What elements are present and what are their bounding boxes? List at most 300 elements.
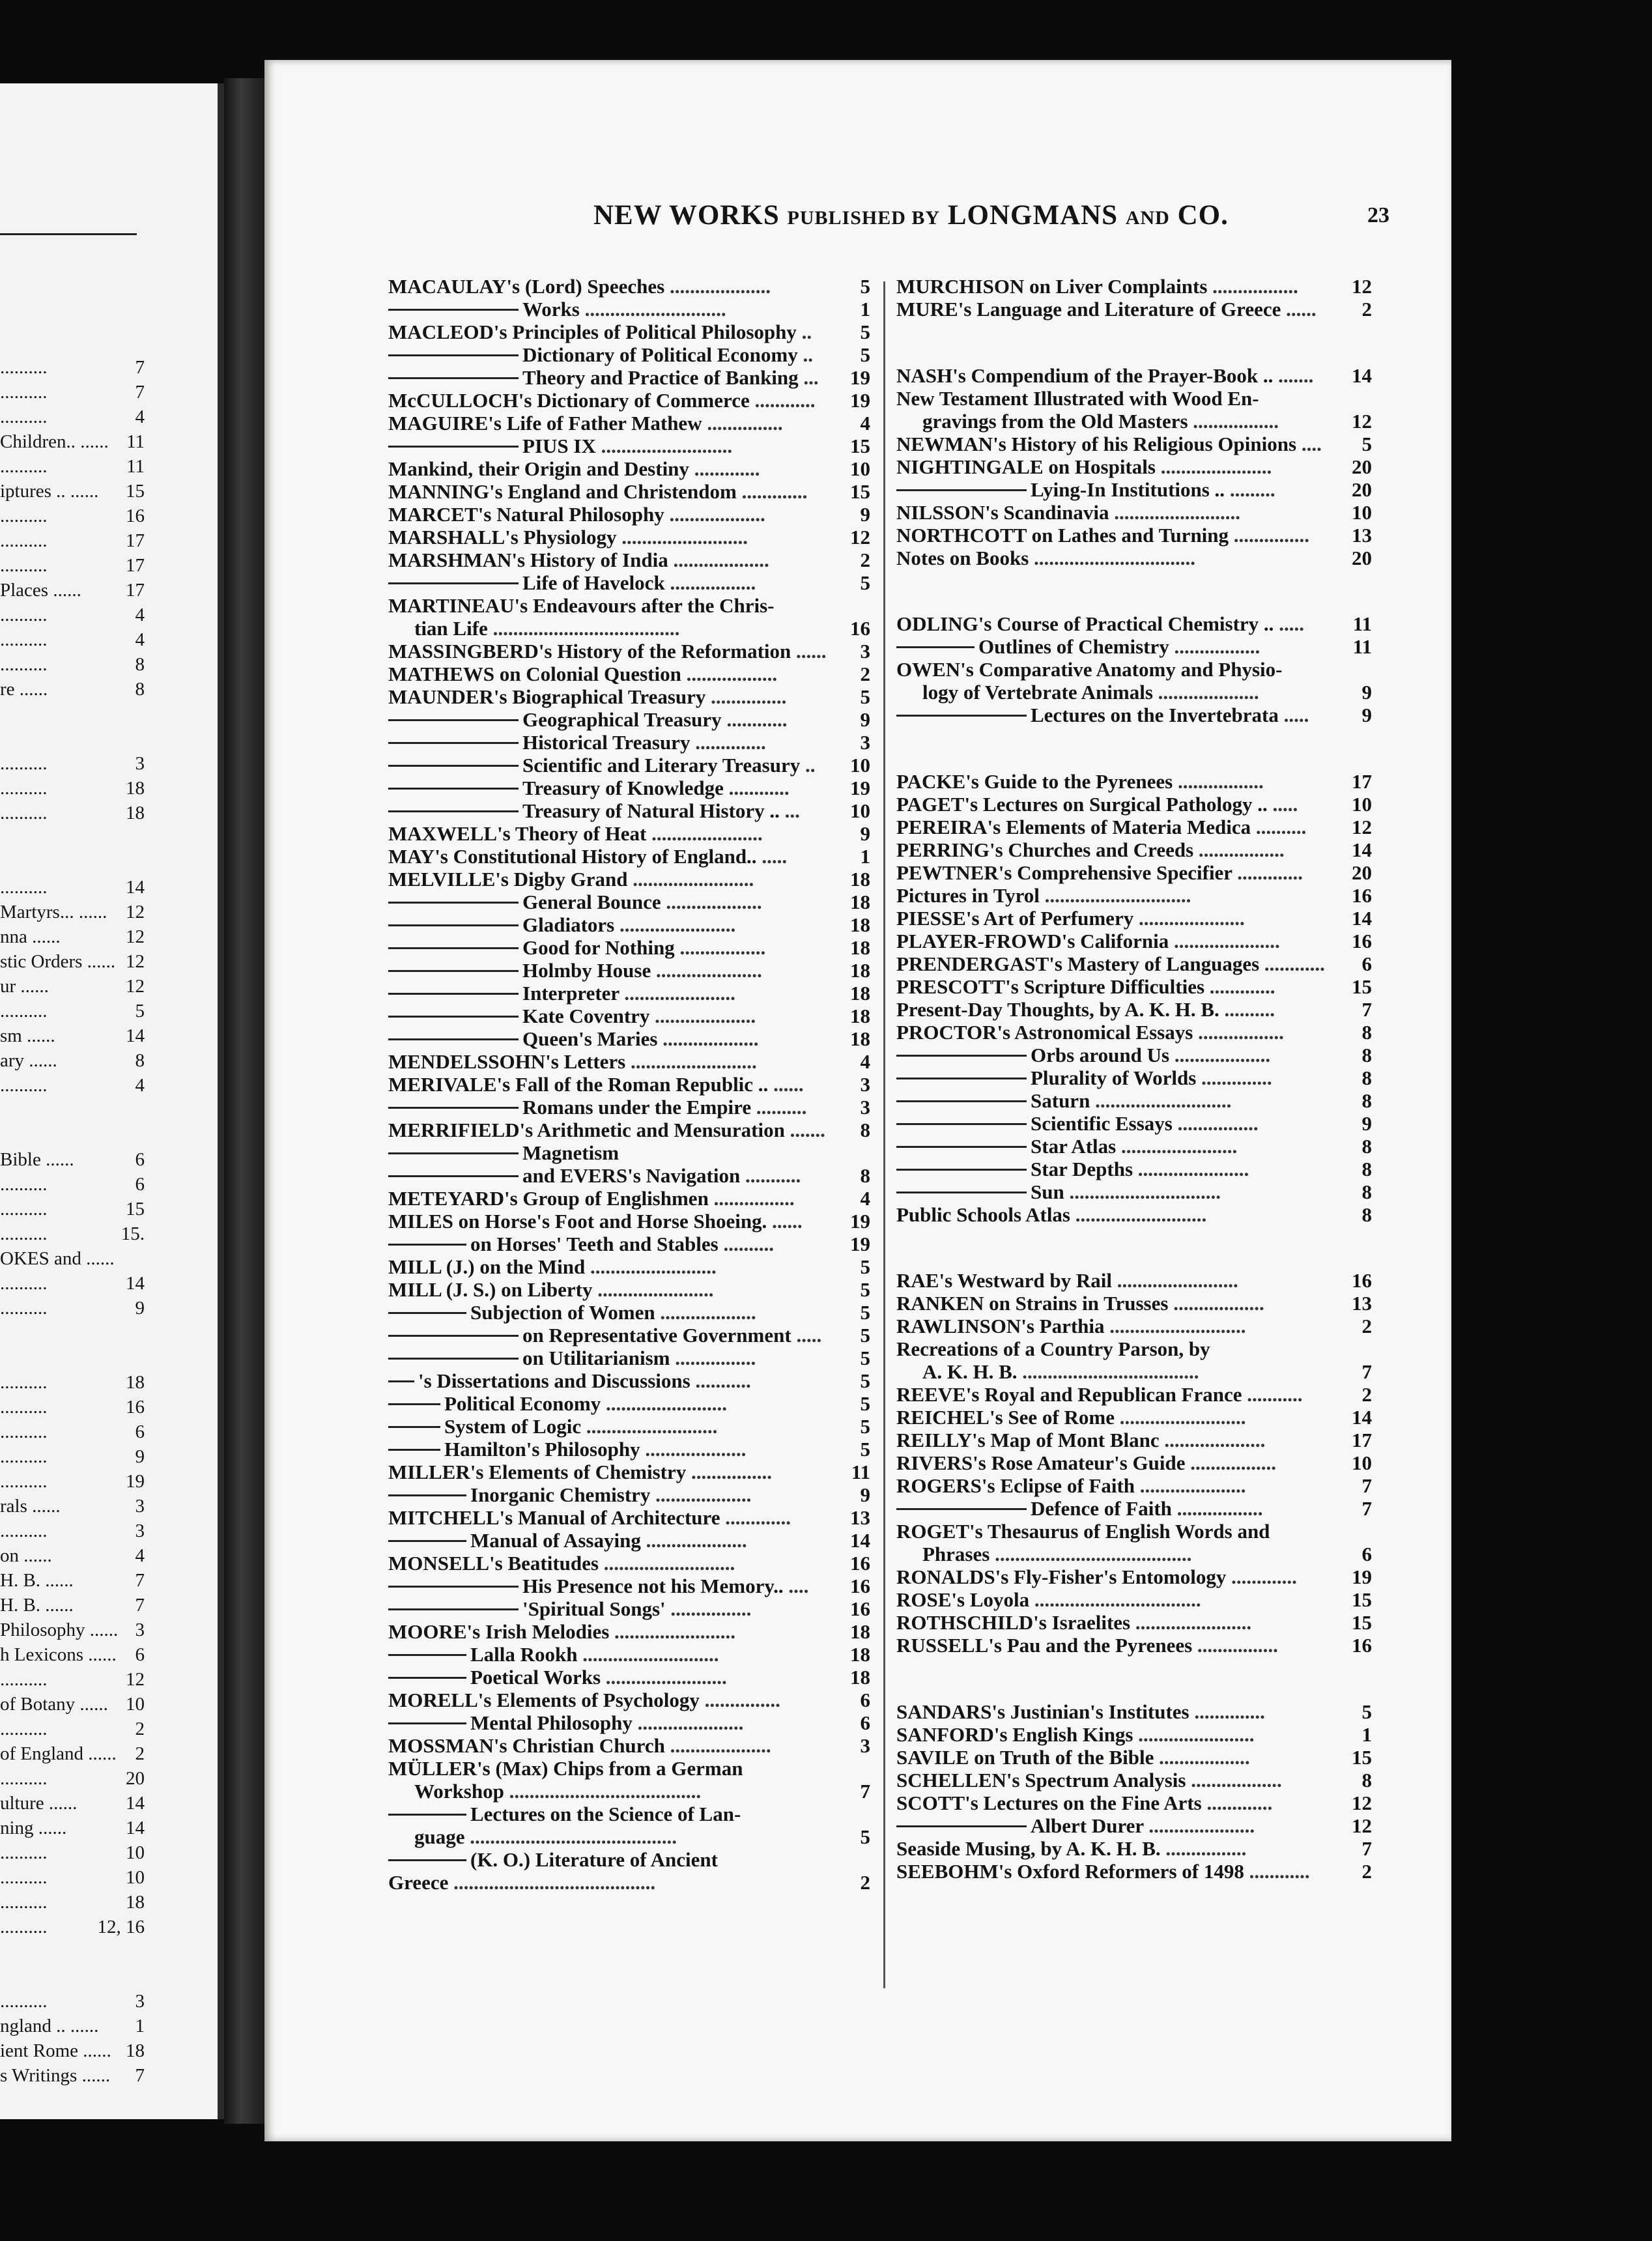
leader-dots: .......... bbox=[1251, 815, 1307, 838]
left_column-entry-title bbox=[388, 366, 818, 389]
left-page-row-number: 7 bbox=[135, 1570, 145, 1591]
ditto-rule bbox=[388, 742, 519, 744]
left_column-entry-text: MAXWELL's Theory of Heat bbox=[388, 822, 647, 845]
leader-dots: ......................... bbox=[625, 1050, 757, 1073]
ditto-rule bbox=[388, 902, 519, 904]
left_column-entry-page: 18 bbox=[850, 1620, 870, 1643]
ditto-rule bbox=[388, 1335, 519, 1337]
right_column-entry-page: 12 bbox=[1352, 1814, 1372, 1837]
left_column-entry-title bbox=[388, 685, 786, 708]
right_column-entry-text: Public Schools Atlas bbox=[896, 1203, 1070, 1226]
left_column-entry-title bbox=[388, 457, 760, 480]
right_column-entry-page: 8 bbox=[1361, 1134, 1372, 1158]
right_column-entry-page: 11 bbox=[1352, 612, 1372, 635]
left_column-entry-page: 18 bbox=[850, 959, 870, 982]
left_column-entry-text: Mankind, their Origin and Destiny bbox=[388, 457, 689, 480]
left_column-entry-page: 1 bbox=[860, 298, 870, 321]
right_column-entry-page: 15 bbox=[1352, 1588, 1372, 1611]
left_column-entry-title bbox=[388, 845, 787, 868]
left-page-row bbox=[0, 578, 145, 602]
left-page-row bbox=[0, 405, 145, 429]
right_column-entry-title bbox=[896, 433, 1320, 455]
ditto-rule bbox=[896, 1078, 1027, 1079]
left-page-row-number: 6 bbox=[135, 1149, 145, 1170]
leader-dots: ...... bbox=[767, 1210, 803, 1233]
left_column-entry-text: PIUS IX bbox=[522, 435, 596, 457]
main-page bbox=[264, 60, 1451, 2141]
left_column-entry-title bbox=[388, 936, 765, 959]
left-page-row bbox=[0, 1296, 145, 1320]
right_column-entry-title bbox=[896, 1089, 1231, 1112]
left-page-row-text: .......... bbox=[0, 506, 48, 526]
right_column-entry-page: 7 bbox=[1361, 1836, 1372, 1860]
leader-dots: ..... bbox=[1267, 792, 1298, 816]
left_column-entry-text: Romans under the Empire bbox=[522, 1096, 752, 1119]
left_column-entry-page: 5 bbox=[860, 343, 870, 366]
right_column-entry-title bbox=[896, 704, 1309, 726]
leader-dots: .............. bbox=[1189, 1700, 1265, 1723]
left-page-row bbox=[0, 603, 145, 627]
leader-dots: ........................ bbox=[609, 1620, 736, 1643]
leader-dots: ............ bbox=[1244, 1859, 1310, 1883]
right_column-entry-text: PAGET's Lectures on Surgical Pathology .. bbox=[896, 792, 1268, 816]
left-page-row-text: s Writings ...... bbox=[0, 2065, 111, 2086]
leader-dots: ........................ bbox=[1112, 1269, 1238, 1292]
left_column-entry-text: Works bbox=[522, 298, 580, 321]
right_column-entry-text: PACKE's Guide to the Pyrenees bbox=[896, 769, 1173, 793]
left_column-entry-page: 19 bbox=[850, 777, 870, 799]
left_column-entry-title bbox=[388, 435, 732, 457]
left_column-entry-text: and EVERS's Navigation bbox=[522, 1164, 741, 1187]
left-page-row bbox=[0, 1717, 145, 1741]
left_column-entry-text: Treasury of Natural History .. bbox=[522, 799, 780, 822]
left-page-row bbox=[0, 950, 145, 973]
leader-dots: ..................... bbox=[1133, 906, 1245, 930]
right_column-entry-text: SCOTT's Lectures on the Fine Arts bbox=[896, 1791, 1202, 1814]
left_column-entry-title bbox=[388, 1529, 747, 1552]
left_column-entry-title bbox=[388, 913, 735, 936]
right_column-entry-text: gravings from the Old Masters bbox=[922, 409, 1188, 433]
left_column-entry-text: Geographical Treasury bbox=[522, 708, 722, 731]
left-page-row-text: Philosophy ...... bbox=[0, 1620, 119, 1640]
left-page-row-text: H. B. ...... bbox=[0, 1570, 74, 1591]
right_column-entry-page: 14 bbox=[1352, 1406, 1372, 1429]
left_column-entry-title bbox=[388, 1324, 822, 1347]
right_column-entry-title bbox=[896, 838, 1285, 861]
right_column-entry-title bbox=[896, 364, 1313, 387]
title-and: AND bbox=[1125, 207, 1170, 229]
left_column-entry-page: 1 bbox=[860, 845, 870, 868]
leader-dots: ................... bbox=[1169, 1043, 1271, 1066]
leader-dots: .... bbox=[783, 1575, 809, 1597]
leader-dots: .................... bbox=[649, 1005, 756, 1027]
right_column-entry-text: Lectures on the Invertebrata bbox=[1031, 704, 1279, 726]
left_column-entry-page: 2 bbox=[860, 663, 870, 685]
left-page-row-number: 14 bbox=[126, 1818, 145, 1838]
left_column-entry-text: Poetical Works bbox=[470, 1666, 601, 1689]
right_column-entry-text: PERRING's Churches and Creeds bbox=[896, 838, 1194, 861]
ditto-rule bbox=[388, 719, 519, 721]
left_column-entry-text: MARSHALL's Physiology bbox=[388, 526, 617, 549]
left-page-row-number: 19 bbox=[126, 1471, 145, 1492]
left_column-entry-text: Gladiators bbox=[522, 913, 615, 936]
left_column-entry-page: 13 bbox=[850, 1506, 870, 1529]
right_column-entry-text: MURCHISON on Liver Complaints bbox=[896, 275, 1208, 298]
leader-dots: ................... bbox=[657, 1027, 759, 1050]
ditto-rule bbox=[388, 1358, 519, 1360]
leader-dots: .............................. bbox=[1064, 1180, 1221, 1203]
right_column-entry-title bbox=[896, 635, 1260, 658]
left-page-row-number: 12 bbox=[126, 976, 145, 997]
left_column-entry-title bbox=[388, 1278, 713, 1301]
ditto-rule bbox=[388, 947, 519, 949]
leader-dots: .......... bbox=[1219, 997, 1275, 1021]
right_column-entry-text: RANKEN on Strains in Trusses bbox=[896, 1292, 1169, 1315]
left_column-entry-title bbox=[388, 1369, 751, 1392]
leader-dots: .................. bbox=[681, 663, 778, 685]
left_column-entry-page: 18 bbox=[850, 1027, 870, 1050]
left-page-row-text: stic Orders ...... bbox=[0, 951, 116, 972]
left-page-row bbox=[0, 1049, 145, 1072]
left-page-row bbox=[0, 1593, 145, 1617]
ditto-rule bbox=[388, 993, 519, 995]
right_column-entry-title bbox=[896, 524, 1309, 547]
left-page-row-number: 10 bbox=[126, 1867, 145, 1888]
left-page-row-number: 3 bbox=[135, 1496, 145, 1517]
left_column-entry-page: 3 bbox=[860, 1073, 870, 1096]
left-page-row bbox=[0, 1767, 145, 1790]
ditto-rule bbox=[388, 810, 519, 812]
left_column-entry-title bbox=[388, 1597, 751, 1620]
right_column-entry-page: 16 bbox=[1352, 929, 1372, 952]
ditto-rule bbox=[388, 1540, 466, 1542]
left_column-entry-title bbox=[388, 343, 813, 366]
leader-dots: .......................... bbox=[1070, 1203, 1207, 1226]
left_column-entry-page: 5 bbox=[860, 275, 870, 298]
left_column-entry-text: on Representative Government bbox=[522, 1324, 791, 1347]
right_column-entry-title bbox=[896, 1520, 1270, 1543]
left_column-entry-title bbox=[388, 275, 771, 298]
left_column-entry-page: 5 bbox=[860, 1369, 870, 1392]
right_column-entry-page: 20 bbox=[1352, 546, 1372, 569]
left-page-row-text: Children.. ...... bbox=[0, 431, 109, 452]
left-page-row-number: 3 bbox=[135, 753, 145, 774]
right_column-entry-title bbox=[896, 298, 1317, 321]
left_column-entry-text: Queen's Maries bbox=[522, 1027, 658, 1050]
leader-dots: ............. bbox=[1204, 975, 1275, 998]
left-page-row-text: ning ...... bbox=[0, 1818, 67, 1838]
left-page-row-text: .......... bbox=[0, 1075, 48, 1096]
right_column-entry-title bbox=[922, 1543, 1191, 1565]
left-page-row bbox=[0, 1915, 145, 1939]
left-page-row-text: .......... bbox=[0, 1446, 48, 1467]
leader-dots: .................. bbox=[1154, 1745, 1250, 1769]
left-page-row-text: .......... bbox=[0, 382, 48, 403]
right_column-entry-text: Orbs around Us bbox=[1031, 1043, 1170, 1066]
right_column-entry-page: 7 bbox=[1361, 1474, 1372, 1497]
left-page-row-text: .......... bbox=[0, 1719, 48, 1739]
left-page-row-number: 14 bbox=[126, 1793, 145, 1814]
left-page-row-text: .......... bbox=[0, 1991, 48, 2012]
left_column-entry-page: 5 bbox=[860, 1255, 870, 1278]
left_column-entry-title bbox=[388, 1119, 825, 1141]
left_column-entry-title bbox=[388, 1164, 801, 1187]
right_column-entry-title bbox=[896, 455, 1272, 478]
right_column-entry-title bbox=[896, 1383, 1303, 1406]
left_column-entry-text: MORELL's Elements of Psychology bbox=[388, 1689, 700, 1711]
left-page-row bbox=[0, 1544, 145, 1567]
left_column-entry-text: Kate Coventry bbox=[522, 1005, 650, 1027]
right_column-entry-page: 10 bbox=[1352, 500, 1372, 524]
left-page-row-number: 7 bbox=[135, 357, 145, 378]
left-page-row-text: .......... bbox=[0, 1892, 48, 1913]
left_column-entry-page: 16 bbox=[850, 1575, 870, 1597]
left-page-row-number: 16 bbox=[126, 1397, 145, 1418]
leader-dots: .......................... bbox=[598, 1552, 735, 1575]
left_column-entry-title bbox=[388, 1689, 780, 1711]
right_column-entry-page: 6 bbox=[1361, 952, 1372, 975]
left_column-entry-title bbox=[388, 1187, 795, 1210]
left-page-row-number: 12 bbox=[126, 926, 145, 947]
left-page-row bbox=[0, 1569, 145, 1592]
left_column-entry-text: MILLER's Elements of Chemistry bbox=[388, 1461, 687, 1483]
left_column-entry-page: 9 bbox=[860, 1483, 870, 1506]
leader-dots: ...................... bbox=[646, 822, 763, 845]
right_column-entry-title bbox=[896, 387, 1259, 410]
left-page-row-text: .......... bbox=[0, 1421, 48, 1442]
right_column-entry-text: NEWMAN's History of his Religious Opinions bbox=[896, 432, 1297, 455]
left_column-entry-page: 5 bbox=[860, 1438, 870, 1461]
right_column-entry-page: 12 bbox=[1352, 275, 1372, 298]
left_column-entry-text: MÜLLER's (Max) Chips from a German bbox=[388, 1757, 743, 1780]
left-page-row-number: 4 bbox=[135, 1545, 145, 1566]
left-page-row-text: .......... bbox=[0, 605, 48, 625]
page-title bbox=[593, 199, 1229, 231]
left-page-row-text: iptures .. ...... bbox=[0, 481, 99, 502]
right_column-entry-title bbox=[896, 1112, 1259, 1135]
leader-dots: ................... bbox=[661, 891, 762, 913]
left-page-row-number: 14 bbox=[126, 1273, 145, 1294]
left-page-row-text: .......... bbox=[0, 1298, 48, 1319]
right_column-entry-page: 14 bbox=[1352, 364, 1372, 387]
left_column-entry-title bbox=[388, 298, 726, 321]
ditto-rule bbox=[388, 1654, 466, 1656]
left-page-row-text: .......... bbox=[0, 877, 48, 898]
right_column-entry-title bbox=[896, 478, 1275, 501]
left_column-entry-title bbox=[388, 1666, 727, 1689]
left_column-entry-page: 6 bbox=[860, 1689, 870, 1711]
left_column-entry-page: 10 bbox=[850, 457, 870, 480]
left-page-row-text: ient Rome ...... bbox=[0, 2040, 111, 2061]
left_column-entry-text: MACLEOD's Principles of Political Philosophy bbox=[388, 321, 797, 343]
leader-dots: ................. bbox=[1173, 769, 1264, 793]
left_column-entry-title bbox=[388, 1620, 735, 1643]
left_column-entry-page: 18 bbox=[850, 868, 870, 891]
leader-dots: ................. bbox=[1185, 1451, 1277, 1474]
right_column-entry-page: 19 bbox=[1352, 1565, 1372, 1588]
ditto-rule bbox=[388, 788, 519, 790]
right_column-entry-title bbox=[896, 1135, 1237, 1158]
left_column-entry-text: MASSINGBERD's History of the Reformation bbox=[388, 640, 791, 663]
ditto-rule bbox=[388, 1722, 466, 1724]
left-page-row bbox=[0, 529, 145, 552]
left-page-row bbox=[0, 1272, 145, 1295]
right_column-entry-title bbox=[896, 1814, 1255, 1837]
leader-dots: ........................ bbox=[627, 868, 754, 891]
leader-dots: .. bbox=[797, 343, 813, 366]
ditto-rule bbox=[896, 1055, 1027, 1057]
left-page-row-text: on ...... bbox=[0, 1545, 52, 1566]
leader-dots: ....... bbox=[784, 1119, 825, 1141]
right_column-entry-text: RAWLINSON's Parthia bbox=[896, 1315, 1105, 1337]
left_column-entry-text: Inorganic Chemistry bbox=[470, 1483, 651, 1506]
left-page-row-number: 17 bbox=[126, 555, 145, 576]
right_column-entry-page: 9 bbox=[1361, 1111, 1372, 1135]
left_column-entry-title bbox=[388, 1141, 619, 1164]
right_column-entry-title bbox=[896, 1429, 1265, 1451]
right_column-entry-page: 14 bbox=[1352, 838, 1372, 861]
left_column-entry-page: 9 bbox=[860, 822, 870, 845]
left-page-row-text: H. B. ...... bbox=[0, 1595, 74, 1616]
ditto-rule bbox=[388, 1175, 519, 1177]
left_column-entry-text: (K. O.) Literature of Ancient bbox=[470, 1848, 718, 1871]
left_column-entry-text: Lalla Rookh bbox=[470, 1643, 578, 1666]
right_column-entry-text: Outlines of Chemistry bbox=[978, 635, 1169, 658]
left_column-entry-text: Interpreter bbox=[522, 982, 620, 1005]
left_column-entry-title bbox=[388, 754, 815, 777]
left-page-row bbox=[0, 1841, 145, 1864]
right_column-entry-text: RUSSELL's Pau and the Pyrenees bbox=[896, 1634, 1193, 1657]
right_column-entry-text: SCHELLEN's Spectrum Analysis bbox=[896, 1768, 1186, 1791]
left_column-entry-page: 5 bbox=[860, 1301, 870, 1324]
left-page-row-number: 17 bbox=[126, 530, 145, 551]
right_column-entry-title bbox=[896, 1474, 1246, 1497]
left_column-entry-title bbox=[388, 1871, 655, 1894]
ditto-rule bbox=[388, 1859, 466, 1861]
left-page-row bbox=[0, 801, 145, 825]
left-page-row bbox=[0, 1742, 145, 1765]
left_column-entry-page: 10 bbox=[850, 799, 870, 822]
left-page-row-text: of Botany ...... bbox=[0, 1694, 108, 1715]
right_column-entry-text: SANFORD's English Kings bbox=[896, 1722, 1133, 1746]
left-page-row bbox=[0, 2039, 145, 2063]
leader-dots: ................ bbox=[1160, 1836, 1247, 1860]
right_column-entry-text: Recreations of a Country Parson, by bbox=[896, 1337, 1210, 1360]
leader-dots: ....................... bbox=[614, 913, 736, 936]
left_column-entry-text: MELVILLE's Digby Grand bbox=[388, 868, 628, 891]
left_column-entry-page: 10 bbox=[850, 754, 870, 777]
leader-dots: ......................................... bbox=[464, 1825, 677, 1848]
left_column-entry-text: Subjection of Women bbox=[470, 1301, 655, 1324]
left-page-row bbox=[0, 1420, 145, 1444]
left-page-row-text: nna ...... bbox=[0, 926, 61, 947]
right_column-entry-text: Seaside Musing, by A. K. H. B. bbox=[896, 1836, 1161, 1860]
left_column-entry-text: guage bbox=[414, 1825, 465, 1848]
right_column-entry-page: 1 bbox=[1361, 1722, 1372, 1746]
left_column-entry-title bbox=[388, 1438, 746, 1461]
right_column-entry-title bbox=[896, 998, 1275, 1021]
left_column-entry-title bbox=[388, 1096, 806, 1119]
left-page-row bbox=[0, 1197, 145, 1221]
ditto-rule bbox=[896, 489, 1027, 491]
leader-dots: .................... bbox=[640, 1529, 747, 1552]
title-co: CO. bbox=[1177, 200, 1229, 231]
page-header bbox=[264, 199, 1451, 238]
left-page-row bbox=[0, 777, 145, 800]
right_column-entry-text: PROCTOR's Astronomical Essays bbox=[896, 1020, 1193, 1044]
left_column-entry-text: MOSSMAN's Christian Church bbox=[388, 1734, 665, 1757]
right_column-entry-page: 11 bbox=[1352, 635, 1372, 658]
leader-dots: ......................... bbox=[616, 526, 748, 549]
right_column-entry-page: 14 bbox=[1352, 906, 1372, 930]
right_column-entry-page: 8 bbox=[1361, 1180, 1372, 1203]
leader-dots: ........................... bbox=[1104, 1315, 1246, 1337]
left_column-entry-page: 19 bbox=[850, 1210, 870, 1233]
leader-dots: .. bbox=[800, 754, 816, 777]
left-page-row-number: 18 bbox=[126, 1372, 145, 1393]
right_column-entry-page: 20 bbox=[1352, 478, 1372, 501]
leader-dots: ...................... bbox=[1155, 455, 1272, 478]
left-page-row bbox=[0, 999, 145, 1023]
leader-dots: ............. bbox=[736, 480, 808, 503]
leader-dots: ................. bbox=[1193, 1020, 1284, 1044]
leader-dots: .......................... bbox=[595, 435, 733, 457]
left-page-row bbox=[0, 1891, 145, 1914]
leader-dots: ................ bbox=[686, 1461, 772, 1483]
left-page-row bbox=[0, 1074, 145, 1097]
right_column-entry-text: ROSE's Loyola bbox=[896, 1588, 1030, 1611]
ditto-rule bbox=[896, 715, 1027, 717]
left-page-row-number: 2 bbox=[135, 1719, 145, 1739]
left-page-row-number: 3 bbox=[135, 1620, 145, 1640]
left-page-row-number: 12 bbox=[126, 951, 145, 972]
leader-dots: ............ bbox=[1259, 952, 1325, 975]
left_column-entry-text: Manual of Assaying bbox=[470, 1529, 641, 1552]
left-page-row-text: .......... bbox=[0, 1273, 48, 1294]
left-page-row-text: .......... bbox=[0, 530, 48, 551]
left_column-entry-title bbox=[388, 321, 812, 343]
leader-dots: ................ bbox=[1192, 1634, 1278, 1657]
left-page-row-text: .......... bbox=[0, 456, 48, 477]
left_column-entry-title bbox=[388, 777, 790, 799]
ditto-rule bbox=[388, 377, 519, 379]
left-page-row-text: .......... bbox=[0, 1917, 48, 1937]
leader-dots: ............. bbox=[1226, 1565, 1297, 1588]
left_column-entry-page: 18 bbox=[850, 1005, 870, 1027]
left-page-row-text: .......... bbox=[0, 1520, 48, 1541]
left_column-entry-text: MENDELSSOHN's Letters bbox=[388, 1050, 626, 1073]
leader-dots: ......................... bbox=[585, 1255, 717, 1278]
right_column-entry-page: 17 bbox=[1352, 1429, 1372, 1451]
left_column-entry-page: 18 bbox=[850, 936, 870, 959]
leader-dots: ................. bbox=[1171, 1497, 1263, 1520]
left-page-row-number: 8 bbox=[135, 1050, 145, 1071]
leader-dots: ........................................ bbox=[448, 1871, 656, 1894]
right_column-entry-page: 20 bbox=[1352, 861, 1372, 884]
left_column-entry-page: 5 bbox=[860, 1392, 870, 1415]
left-page-row-text: .......... bbox=[0, 1842, 48, 1863]
leader-dots: ...... bbox=[791, 640, 827, 663]
left_column-entry-text: MILES on Horse's Foot and Horse Shoeing. bbox=[388, 1210, 767, 1233]
left-page-row bbox=[0, 1395, 145, 1419]
left_column-entry-title bbox=[388, 959, 762, 982]
left_column-entry-text: Workshop bbox=[414, 1780, 504, 1803]
leader-dots: ...... bbox=[768, 1073, 804, 1096]
right_column-entry-title bbox=[922, 681, 1259, 704]
left-page-row-number: 10 bbox=[126, 1694, 145, 1715]
leader-dots: .......... bbox=[751, 1096, 807, 1119]
left-page-row bbox=[0, 1445, 145, 1468]
